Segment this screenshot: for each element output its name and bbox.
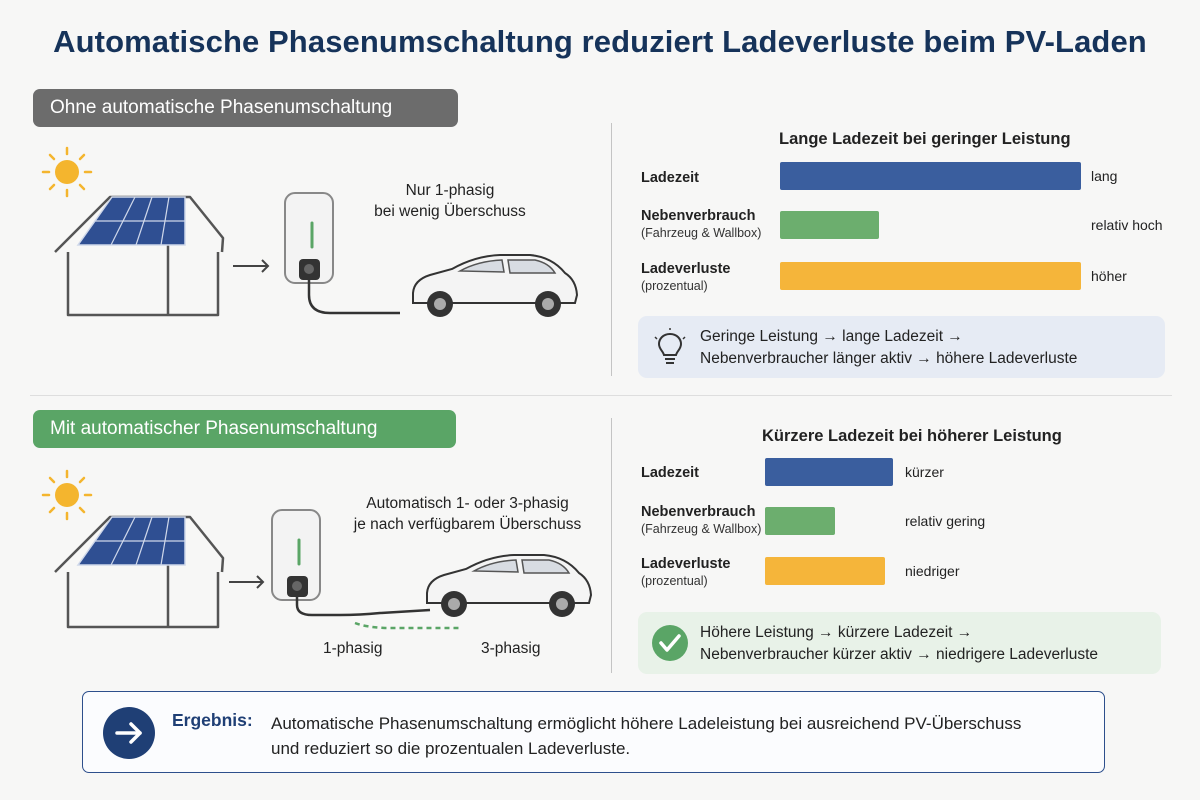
note-without — [638, 316, 1165, 378]
row-label-text: Ladeverluste — [641, 556, 731, 572]
section-divider — [30, 395, 1172, 396]
phase-label-3: 3-phasig — [481, 640, 541, 657]
bar — [765, 458, 893, 486]
car-icon — [413, 255, 577, 317]
note-with-line1: Höhere Leistung → kürzere Ladezeit → — [700, 624, 973, 641]
result-line2: und reduziert so die prozentualen Ladeverluste. — [271, 739, 631, 758]
row-label-text: Ladeverluste — [641, 261, 731, 277]
bar-value-label: lang — [1091, 168, 1118, 184]
arrow-right-icon — [233, 260, 268, 272]
caption-with — [345, 493, 590, 535]
chart-title-without: Lange Ladezeit bei geringer Leistung — [779, 130, 1071, 148]
bar-value-label: höher — [1091, 268, 1127, 284]
row-sublabel: (Fahrzeug & Wallbox) — [641, 522, 762, 536]
charging-cable — [309, 280, 400, 313]
note-without-line1: Geringe Leistung → lange Ladezeit → — [700, 328, 963, 345]
bar — [780, 211, 879, 239]
row-label — [641, 169, 699, 187]
wallbox-icon — [272, 510, 320, 600]
vertical-divider-bottom — [611, 418, 612, 673]
lightbulb-icon — [650, 327, 690, 367]
row-sublabel: (Fahrzeug & Wallbox) — [641, 226, 762, 240]
caption-with-line2: je nach verfügbarem Überschuss — [353, 516, 582, 533]
row-label — [641, 207, 761, 242]
row-label-text: Nebenverbrauch — [641, 208, 756, 224]
caption-without-line2: bei wenig Überschuss — [374, 203, 526, 220]
result-line1: Automatische Phasenumschaltung ermöglicht höhere Ladeleistung bei ausreichend PV-Überschuss — [271, 714, 1022, 733]
row-label — [641, 503, 761, 538]
row-label-text: Ladezeit — [641, 465, 700, 481]
result-box — [82, 691, 1105, 773]
bar-value-label: kürzer — [905, 464, 944, 480]
bar — [780, 162, 1081, 190]
section-heading-without: Ohne automatische Phasenumschaltung — [33, 89, 458, 127]
row-label — [641, 464, 699, 482]
chart-title-with: Kürzere Ladezeit bei höherer Leistung — [762, 427, 1062, 445]
row-label-text: Nebenverbrauch — [641, 504, 756, 520]
caption-without — [365, 180, 535, 222]
sun-icon — [43, 471, 91, 519]
illustration-without — [0, 135, 600, 395]
solar-panel-icon — [78, 517, 185, 565]
phase-label-1: 1-phasig — [323, 640, 383, 657]
row-label — [641, 260, 730, 295]
result-label: Ergebnis: — [172, 710, 253, 730]
vertical-divider-top — [611, 123, 612, 376]
bar-value-label: niedriger — [905, 563, 960, 579]
arrow-right-icon — [229, 576, 263, 588]
bar-value-label: relativ gering — [905, 513, 986, 529]
row-sublabel: (prozentual) — [641, 574, 708, 588]
row-label-text: Ladezeit — [641, 170, 700, 186]
solar-panel-icon — [78, 197, 185, 245]
checkmark-icon — [650, 623, 690, 663]
car-icon — [427, 555, 591, 617]
row-sublabel: (prozentual) — [641, 279, 708, 293]
caption-without-line1: Nur 1-phasig — [405, 182, 495, 199]
bar — [780, 262, 1081, 290]
arrow-right-icon — [103, 707, 155, 759]
wallbox-icon — [285, 193, 333, 283]
bar-value-label: relativ hoch — [1091, 217, 1163, 233]
note-with-line2: Nebenverbraucher kürzer aktiv → niedrigere Ladeverluste — [700, 646, 1099, 663]
bar — [765, 507, 835, 535]
row-label — [641, 555, 730, 590]
section-heading-with: Mit automatischer Phasenumschaltung — [33, 410, 456, 448]
page-title: Automatische Phasenumschaltung reduziert Ladeverluste beim PV-Laden — [53, 24, 1147, 59]
charging-cable — [297, 597, 430, 615]
bar — [765, 557, 885, 585]
note-without-line2: Nebenverbraucher länger aktiv → höhere Ladeverluste — [700, 350, 1078, 367]
sun-icon — [43, 148, 91, 196]
three-phase-line — [355, 623, 462, 628]
caption-with-line1: Automatisch 1- oder 3-phasig — [366, 495, 569, 512]
note-with — [638, 612, 1161, 674]
result-text — [271, 711, 1101, 761]
